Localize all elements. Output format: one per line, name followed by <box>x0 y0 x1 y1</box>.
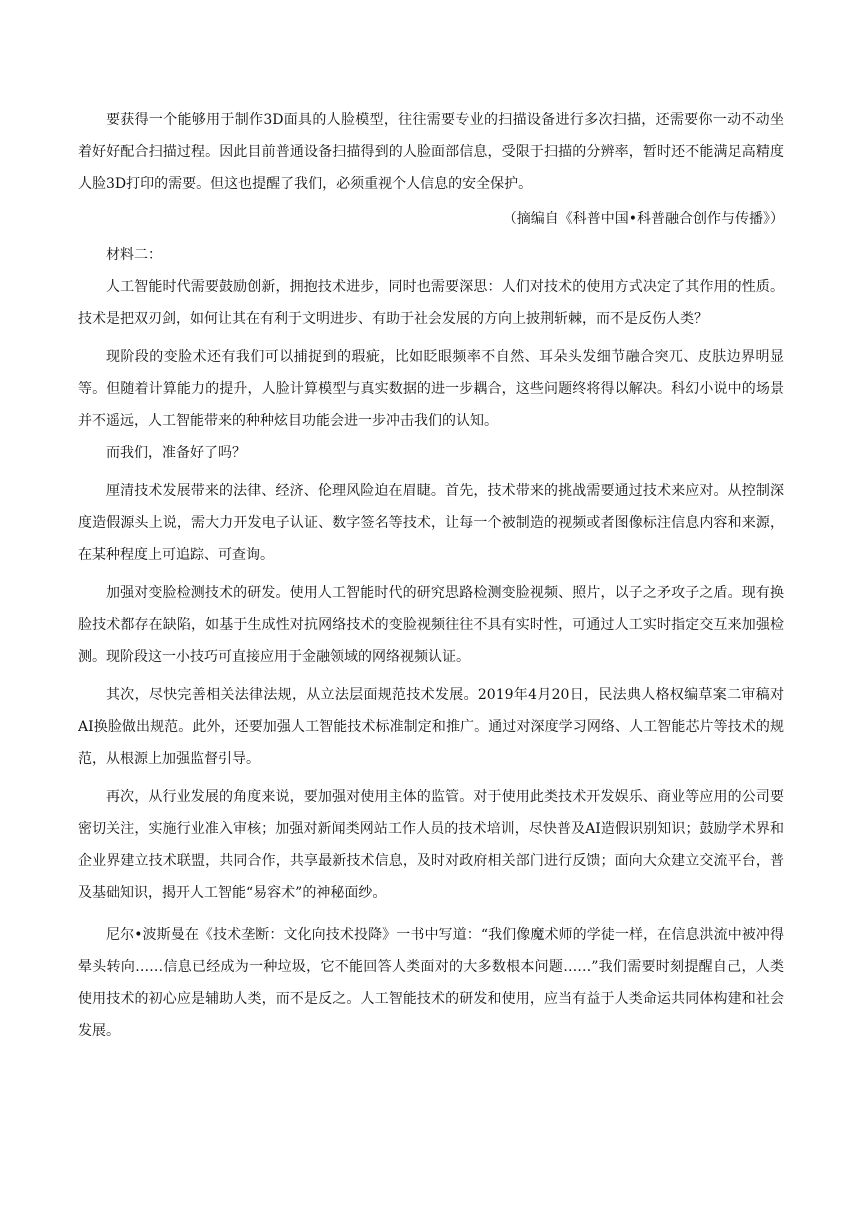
document-page <box>78 104 784 1047</box>
paragraph-postman-quote: 尼尔•波斯曼在《技术垄断：文化向技术投降》一书中写道：“我们像魔术师的学徒一样，在信息洪流中被冲得晕头转向……信息已经成为一种垃圾，它不能回答人类面对的大多数根本问题……”我们需要时刻提醒自己，人类使用技术的初心应是辅助人类，而不是反之。人工智能技术的研发和使用，应当有益于人类命运共同体构建和社会发展。 <box>78 927 784 1039</box>
paragraph-face-swap-flaws: 现阶段的变脸术还有我们可以捕捉到的瑕疵，比如眨眼频率不自然、耳朵头发细节融合突兀、皮肤边界明显等。但随着计算能力的提升，人脸计算模型与真实数据的进一步耦合，这些问题终将得以解决。科幻小说中的场景并不遥远，人工智能带来的种种炫目功能会进一步冲击我们的认知。 <box>78 349 784 429</box>
paragraph-laws-regulations: 其次，尽快完善相关法律法规，从立法层面规范技术发展。2019年4月20日，民法典人格权编草案二审稿对AI换脸做出规范。此外，还要加强人工智能技术标准制定和推广。通过对深度学习网络、人工智能芯片等技术的规范，从根源上加强监督引导。 <box>78 687 784 767</box>
source-citation: （摘编自《科普中国•科普融合创作与传播》） <box>502 211 784 227</box>
paragraph-are-we-ready: 而我们，准备好了吗？ <box>106 445 246 461</box>
paragraph-industry-supervision: 再次，从行业发展的角度来说，要加强对使用主体的监管。对于使用此类技术开发娱乐、商业等应用的公司要密切关注，实施行业准入审核；加强对新闻类网站工作人员的技术培训，尽快普及AI造假识别知识；鼓励学术界和企业界建立技术联盟，共同合作，共享最新技术信息，及时对政府相关部门进行反馈；面向大众建立交流平台，普及基础知识，揭开人工智能“易容术”的神秘面纱。 <box>78 789 784 901</box>
paragraph-ai-era: 人工智能时代需要鼓励创新，拥抱技术进步，同时也需要深思：人们对技术的使用方式决定了其作用的性质。技术是把双刃剑，如何让其在有利于文明进步、有助于社会发展的方向上披荆斩棘，而不是反伤人类？ <box>78 279 784 327</box>
paragraph-clarify-risks: 厘清技术发展带来的法律、经济、伦理风险迫在眉睫。首先，技术带来的挑战需要通过技术来应对。从控制深度造假源头上说，需大力开发电子认证、数字签名等技术，让每一个被制造的视频或者图像标注信息内容和来源，在某种程度上可追踪、可查询。 <box>78 483 784 563</box>
paragraph-detection-research: 加强对变脸检测技术的研发。使用人工智能时代的研究思路检测变脸视频、照片，以子之矛攻子之盾。现有换脸技术都存在缺陷，如基于生成性对抗网络技术的变脸视频往往不具有实时性，可通过人工实时指定交互来加强检测。现阶段这一小技巧可直接应用于金融领域的网络视频认证。 <box>78 585 784 665</box>
material-two-heading: 材料二： <box>106 247 162 263</box>
paragraph-3d-face-scan: 要获得一个能够用于制作3D面具的人脸模型，往往需要专业的扫描设备进行多次扫描，还需要你一动不动坐着好好配合扫描过程。因此目前普通设备扫描得到的人脸面部信息，受限于扫描的分辨率，暂时还不能满足高精度人脸3D打印的需要。但这也提醒了我们，必须重视个人信息的安全保护。 <box>78 112 784 192</box>
